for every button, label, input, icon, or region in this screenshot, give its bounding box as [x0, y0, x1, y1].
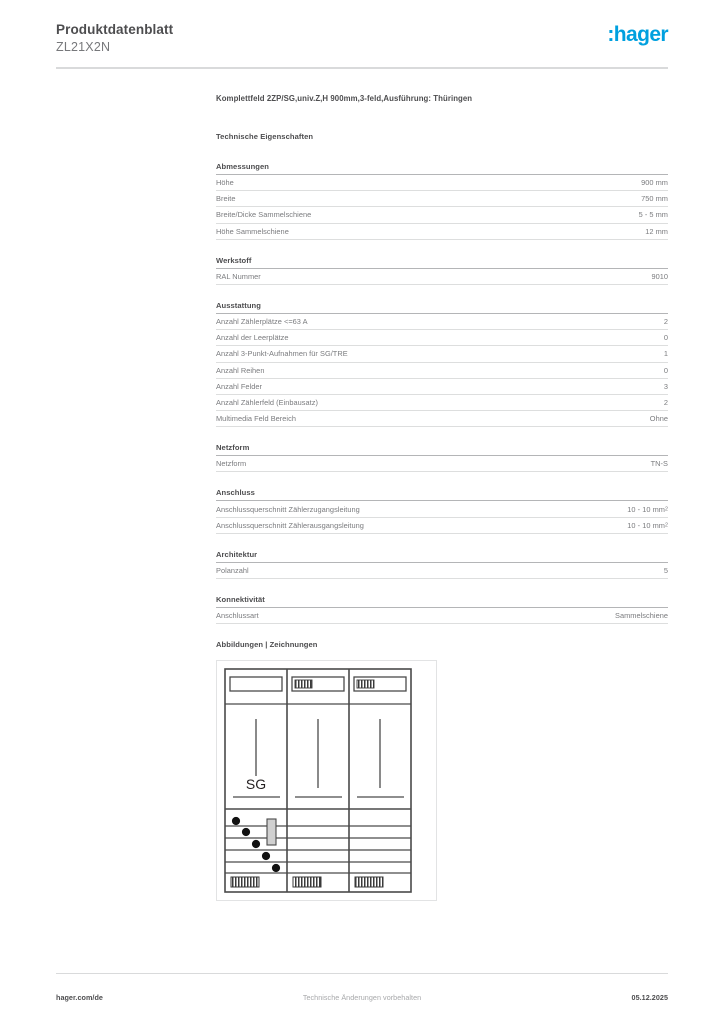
- terminal-dot: [232, 817, 240, 825]
- spec-label: Anzahl Zählerplätze <=63 A: [216, 317, 308, 327]
- spec-value: TN-S: [650, 459, 668, 469]
- footer-disclaimer: Technische Änderungen vorbehalten: [302, 993, 422, 1002]
- page-footer: [56, 993, 668, 1002]
- spec-value: 900 mm: [641, 178, 668, 188]
- terminal-dot: [262, 852, 270, 860]
- spec-row: [216, 314, 668, 330]
- spec-row: [216, 363, 668, 379]
- spec-value: 12 mm: [645, 226, 668, 236]
- spec-row: [216, 207, 668, 223]
- spec-group-title: Abmessungen: [216, 162, 668, 175]
- spec-value: 10 - 10 $mm^2$: [627, 504, 668, 514]
- spec-group: [216, 550, 668, 579]
- spec-label: RAL Nummer: [216, 271, 261, 281]
- spec-row: [216, 395, 668, 411]
- spec-label: Multimedia Feld Bereich: [216, 414, 296, 424]
- footer-website[interactable]: hager.com/de: [56, 993, 103, 1002]
- spec-group-title: Anschluss: [216, 488, 668, 501]
- spec-label: Breite: [216, 194, 236, 204]
- spec-value: 5 - 5 mm: [638, 210, 668, 220]
- spec-group: [216, 301, 668, 427]
- spec-row: [216, 346, 668, 362]
- spec-row: [216, 269, 668, 285]
- spec-label: Anzahl Felder: [216, 381, 262, 391]
- spec-group: [216, 595, 668, 624]
- header-titles: [56, 22, 173, 55]
- spec-label: Netzform: [216, 459, 247, 469]
- page-header: [56, 22, 668, 68]
- spec-row: [216, 456, 668, 472]
- spec-label: Anzahl 3-Punkt-Aufnahmen für SG/TRE: [216, 349, 348, 359]
- spec-label: Anschlussquerschnitt Zählerzugangsleitung: [216, 504, 360, 514]
- spec-value: 9010: [651, 271, 668, 281]
- drawings-heading: Abbildungen | Zeichnungen: [216, 640, 318, 650]
- spec-row: [216, 563, 668, 579]
- spec-value: 0: [663, 365, 668, 375]
- hager-logo: :hager: [607, 23, 668, 46]
- panel-label-sg: SG: [245, 776, 267, 793]
- spec-label: Polanzahl: [216, 565, 249, 575]
- spec-group-title: Netzform: [216, 443, 668, 456]
- spec-value: 2: [663, 317, 668, 327]
- spec-group: [216, 443, 668, 472]
- spec-value: 750 mm: [641, 194, 668, 204]
- spec-label: Anzahl Reihen: [216, 365, 265, 375]
- specification-groups: [216, 162, 668, 624]
- spec-group: [216, 488, 668, 533]
- spec-row: [216, 224, 668, 240]
- spec-value: Sammelschiene: [615, 611, 668, 621]
- spec-label: Breite/Dicke Sammelschiene: [216, 210, 312, 220]
- spec-label: Höhe Sammelschiene: [216, 226, 289, 236]
- spec-row: [216, 175, 668, 191]
- spec-row: [216, 411, 668, 427]
- spec-label: Anzahl der Leerplätze: [216, 333, 289, 343]
- technical-drawing: [216, 660, 437, 901]
- spec-row: [216, 501, 668, 517]
- spec-value: 0: [663, 333, 668, 343]
- spec-group: [216, 162, 668, 240]
- spec-value: Ohne: [649, 414, 668, 424]
- spec-row: [216, 608, 668, 624]
- page-title: Produktdatenblatt: [56, 22, 174, 37]
- main-content: [216, 94, 668, 901]
- spec-label: Anzahl Zählerfeld (Einbausatz): [216, 397, 318, 407]
- spec-group-title: Ausstattung: [216, 301, 668, 314]
- spec-group-title: Architektur: [216, 550, 668, 563]
- product-reference: ZL21X2N: [56, 39, 111, 54]
- terminal-dot: [252, 840, 260, 848]
- spec-row: [216, 191, 668, 207]
- header-divider: [56, 67, 668, 69]
- spec-row: [216, 330, 668, 346]
- terminal-dot: [272, 864, 280, 872]
- spec-group-title: Werkstoff: [216, 256, 668, 269]
- spec-value: 5: [663, 565, 668, 575]
- spec-label: Anschlussart: [216, 611, 259, 621]
- terminal-dot: [242, 828, 250, 836]
- footer-divider: [56, 973, 668, 974]
- spec-row: [216, 379, 668, 395]
- technical-properties-heading: Technische Eigenschaften: [216, 132, 314, 141]
- spec-row: [216, 518, 668, 534]
- spec-value: 1: [663, 349, 668, 359]
- footer-date: 05.12.2025: [631, 993, 668, 1002]
- spec-label: Anschlussquerschnitt Zählerausgangsleitung: [216, 520, 364, 530]
- product-description: Komplettfeld 2ZP/SG,univ.Z,H 900mm,3-feld,Ausführung: Thüringen: [216, 94, 473, 103]
- spec-value: 10 - 10 $mm^2$: [627, 520, 668, 530]
- spec-label: Höhe: [216, 178, 234, 188]
- spec-group-title: Konnektivität: [216, 595, 668, 608]
- spec-value: 3: [663, 381, 668, 391]
- spec-group: [216, 256, 668, 285]
- enclosure-diagram: [217, 661, 436, 900]
- spec-value: 2: [663, 397, 668, 407]
